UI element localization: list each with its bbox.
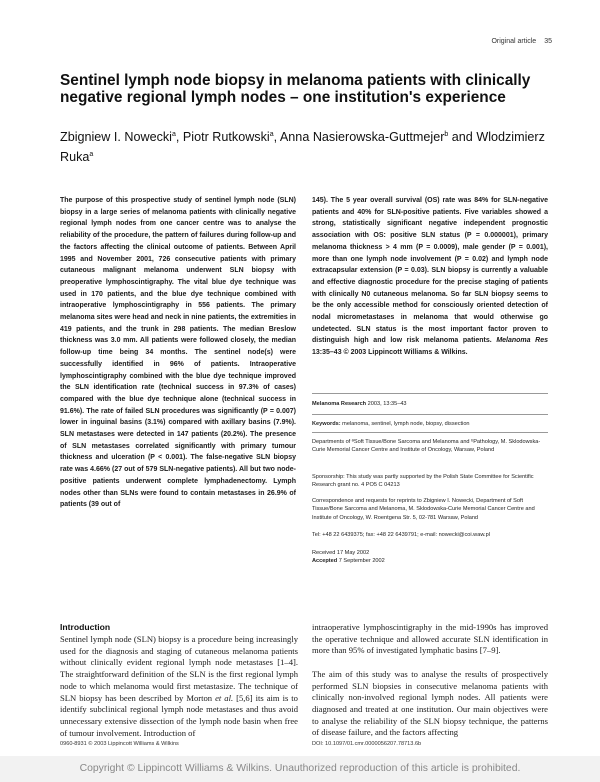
author-affiliation-mark: a	[89, 151, 94, 159]
abstract-text: The purpose of this prospective study of sentinel lymph node (SLN) biopsy in a large series of melanoma patients with clinically negative regional lymph nodes from one cancer centre was to analyse the reliability of the procedure, the pattern of failures during follow-up and the factors affecting the clinical outcome of patients. Between April 1995 and November 2001, 726 consecutive patients with primary cutaneous malignant melanoma underwent SLN biopsy with preoperative lymphoscintigraphy. The vital blue dye technique was used in 170 patients, and the blue dye technique combined with intraoperative lymphoscintigraphy in 556 patients. The primary melanoma sites were head and neck in nine patients, the extremities in 419 patients, and the trunk in 298 patients. The median Breslow thickness was 3.0 mm. All patients were followed closely, the median follow-up time being 34 months. The sentinel node(s) were successfully identified in 96% of patients. Intraoperative lymphoscintigraphy combined with the blue dye technique improved the SLN identification rate (technical success in 97.3% of cases) compared with the blue dye technique alone (technical success in 91.6%). The rate of failed SLN procedures was significantly (P = 0.007) lower in inguinal basins (3.1%) compared with axillary basins (7.9%). SLN metastases were detected in 147 patients (20.2%). The presence of SLN metastases correlated significantly with primary tumour thickness and ulceration (P < 0.001). The false-negative SLN biopsy rate was 4.66% (27 out of 579 SLN-negative patients). All but two node-positive patients underwent complete lymphadenectomy. Lymph nodes other than SLNs were found to contain metastases in 26.9% of patients (39 out of	[60, 197, 296, 509]
metadata-divider	[312, 393, 548, 394]
author-name: Anna Nasierowska-Guttmejer	[279, 130, 445, 145]
author-name: Wlodzimierz Ruka	[60, 130, 545, 165]
keywords-list: melanoma, sentinel, lymph node, biopsy, dissection	[340, 421, 470, 427]
author-affiliation-mark: a	[172, 131, 176, 138]
keywords-label: Keywords:	[312, 421, 341, 427]
introduction-left-column	[60, 634, 298, 739]
accepted-date: 7 September 2002	[337, 558, 385, 565]
keywords-line	[312, 420, 548, 428]
page-number: 35	[544, 38, 552, 45]
author-name: Piotr Rutkowski	[182, 130, 270, 145]
abstract-text-continued	[312, 195, 548, 359]
contact-details: Tel: +48 22 6439375; fax: +48 22 6439791; e-mail: nowecki@coi.waw.pl	[312, 532, 490, 538]
dates	[312, 549, 548, 566]
footer-issn: 0960-8931 © 2003 Lippincott Williams & Wilkins	[60, 741, 179, 747]
affiliations: Departments of ªSoft Tissue/Bone Sarcoma and Melanoma and ᵇPathology, M. Sklodowska-Curie Memorial Cancer Centre and Institute of Oncology, Warsaw, Poland	[312, 439, 541, 454]
abstract-left-column	[60, 195, 296, 511]
metadata-divider	[312, 432, 548, 433]
received-label: Received	[312, 550, 336, 556]
abstract-right-column	[312, 195, 548, 359]
sponsorship: Sponsorship: This study was partly supported by the Polish State Committee for Scientific Research grant no. 4 PO5 C 04213	[312, 474, 534, 489]
citation-details: 13:35–43 © 2003 Lippincott Williams & Wilkins.	[312, 349, 468, 357]
correspondence: Correspondence and requests for reprints to Zbigniew I. Nowecki, Department of Soft Tissue/Bone Sarcoma and Melanoma, M. Sklodowska-Curie Memorial Cancer Centre and Institute of Oncology, W. Roentgena Str. 5, 02-781 Warsaw, Poland	[312, 498, 535, 521]
author-separator: ,	[175, 130, 183, 145]
author-separator: ,	[273, 130, 280, 145]
metadata-divider	[312, 414, 548, 415]
author-affiliation-mark: b	[444, 131, 449, 138]
received-date: 17 May 2002	[335, 550, 370, 556]
journal-volume: 2003, 13:35–43	[366, 401, 407, 407]
intro-paragraph: The aim of this study was to analyse the results of prospectively performed SLN biopsies in consecutive melanoma patients with clinically non-involved regional lymph nodes. All patients were diagnosed and treated at one institution. Our main objectives were to analyse the reliability of the SLN biopsy technique, the patterns of disease failure, and the factors affecting	[312, 668, 548, 738]
accepted-label: Accepted	[312, 558, 338, 565]
author-affiliation-mark: a	[269, 131, 274, 138]
abstract-continuation: 145). The 5 year overall survival (OS) rate was 84% for SLN-negative patients and 40% for SLN-positive patients. Five variables showed a strong, statistically significant negative independent prognostic association with OS: positive SLN status (P = 0.000001), primary melanoma thickness > 4 mm (P = 0.0009), male gender (P = 0.001), more than one lymph node involvement (P = 0.02) and lymph node extracapsular extension (P = 0.03). SLN biopsy is currently a valuable and effective diagnostic procedure for the precise staging of patients with clinically N0 cutaneous melanoma. So far SLN biopsy seems to be the only accessible method for consciously oriented detection of nodal micrometastases in melanoma that would otherwise go undetected. SLN status is the most important factor proven to distinguish high and low risk melanoma patients.	[312, 197, 548, 345]
introduction-heading: Introduction	[60, 622, 111, 632]
intro-et-al: et al.	[215, 692, 234, 703]
journal-line	[312, 400, 548, 408]
article-title: Sentinel lymph node biopsy in melanoma patients with clinically negative regional lymph nodes – one institution's experience	[60, 72, 531, 106]
author-list	[60, 126, 550, 166]
footer-doi: DOI: 10.1097/01.cmr.0000056207.78713.6b	[312, 741, 422, 747]
section-label: Original article	[491, 38, 537, 45]
running-head	[491, 38, 552, 45]
author-separator: and	[448, 130, 477, 145]
citation-journal: Melanoma Res	[496, 337, 548, 345]
intro-text-continued: [5,6] its aim is to identify subclinical regional lymph node metastases and thus avoid unnecessary extensive dissection of the lymph node basin when free of tumour involvement. Introduction of	[60, 692, 298, 738]
journal-name: Melanoma Research	[312, 401, 367, 407]
intro-paragraph: intraoperative lymphoscintigraphy in the mid-1990s has improved the operative technique and allowed accurate SLN identification in more than 95% of investigated lymphatic basins [7–9].	[312, 622, 548, 656]
introduction-right-column	[312, 622, 548, 739]
author-name: Zbigniew I. Nowecki	[60, 130, 172, 145]
copyright-banner: Copyright © Lippincott Williams & Wilkins. Unauthorized reproduction of this article is prohibited.	[0, 756, 600, 782]
intro-text: Sentinel lymph node (SLN) biopsy is a procedure being increasingly used for the diagnosis and staging of cutaneous melanoma patients without clinically evident regional lymph node metastases [1–4]. The straightforward definition of the SLN is the first regional lymph node to which melanoma would first metastasize. The technique of SLN biopsy has been described by Morton	[60, 634, 298, 703]
